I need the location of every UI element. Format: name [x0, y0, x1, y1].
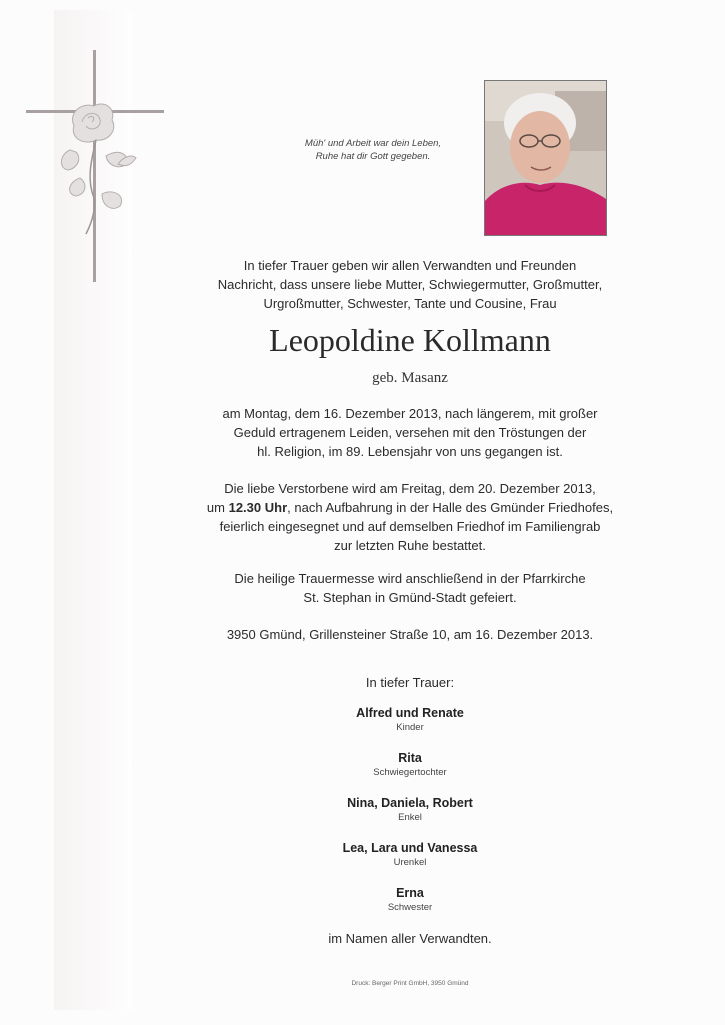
text-line: am Montag, dem 16. Dezember 2013, nach längerem, mit großer	[222, 406, 598, 421]
mourner-relation: Enkel	[398, 812, 422, 823]
mass-notice	[150, 569, 670, 607]
text-line: In tiefer Trauer geben wir allen Verwandten und Freunden	[243, 258, 577, 273]
text-fragment: , nach Aufbahrung in der Halle des Gmünder Friedhofes,	[287, 500, 614, 515]
text-line: Geduld ertragenem Leiden, versehen mit den Tröstungen der	[233, 425, 587, 440]
death-notice	[150, 404, 670, 461]
printer-credit: Druck: Berger Print GmbH, 3950 Gmünd	[351, 980, 469, 987]
text-line: hl. Religion, im 89. Lebensjahr von uns gegangen ist.	[257, 444, 563, 459]
quote-line: Müh' und Arbeit war dein Leben,	[304, 138, 442, 149]
deceased-name: Leopoldine Kollmann	[269, 322, 551, 358]
quote	[268, 137, 478, 163]
quote-line: Ruhe hat dir Gott gegeben.	[315, 151, 431, 162]
place-date: 3950 Gmünd, Grillensteiner Straße 10, am 16. Dezember 2013.	[226, 627, 594, 642]
text-line	[150, 498, 670, 517]
mourner-entry	[150, 840, 670, 885]
closing-line: im Namen aller Verwandten.	[328, 931, 492, 946]
mourner-relation: Kinder	[396, 722, 424, 733]
intro-text	[150, 256, 670, 313]
mourner-relation: Schwester	[387, 902, 433, 913]
mourner-name: Lea, Lara und Vanessa	[342, 841, 478, 855]
text-line: Die heilige Trauermesse wird anschließend in der Pfarrkirche	[234, 571, 586, 586]
mourner-entry	[150, 750, 670, 795]
mourner-entry	[150, 795, 670, 840]
mourner-name: Erna	[396, 886, 424, 900]
maiden-name: geb. Masanz	[372, 370, 448, 386]
text-line: Die liebe Verstorbene wird am Freitag, dem 20. Dezember 2013,	[224, 481, 596, 496]
mourner-relation: Urenkel	[393, 857, 427, 868]
text-line: feierlich eingesegnet und auf demselben Friedhof im Familiengrab	[219, 519, 601, 534]
mourner-name: Nina, Daniela, Robert	[347, 796, 473, 810]
rose-icon	[56, 98, 142, 238]
mourner-relation: Schwiegertochter	[373, 767, 447, 778]
mourner-name: Rita	[398, 751, 422, 765]
text-fragment: um	[206, 500, 229, 515]
mourning-header: In tiefer Trauer:	[365, 675, 455, 690]
funeral-notice	[150, 479, 670, 555]
text-line: zur letzten Ruhe bestattet.	[334, 538, 486, 553]
text-line: Urgroßmutter, Schwester, Tante und Cousine, Frau	[263, 296, 557, 311]
mourners-list	[150, 705, 670, 930]
text-line: St. Stephan in Gmünd-Stadt gefeiert.	[303, 590, 517, 605]
portrait-photo	[484, 80, 607, 236]
mourner-entry	[150, 705, 670, 750]
funeral-time: 12.30 Uhr	[228, 500, 288, 515]
mourner-name: Alfred und Renate	[356, 706, 464, 720]
text-line: Nachricht, dass unsere liebe Mutter, Schwiegermutter, Großmutter,	[217, 277, 603, 292]
mourner-entry	[150, 885, 670, 930]
